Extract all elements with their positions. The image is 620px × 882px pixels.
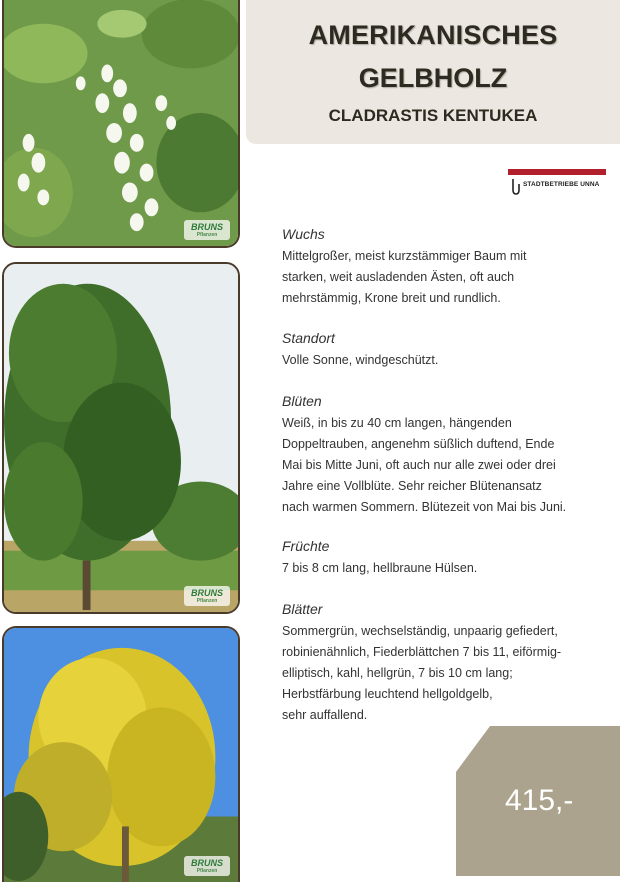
bruns-logo: BRUNS Pflanzen [184, 856, 230, 876]
botanical-name: CLADRASTIS KENTUKEA [328, 106, 538, 125]
section-heading: Früchte [282, 538, 330, 554]
section-body: Mittelgroßer, meist kurzstämmiger Baum mit starken, weit ausladenden Ästen, oft auch mehrstämmig, Krone breit und rundlich. [282, 249, 527, 305]
section-heading: Standort [282, 330, 335, 346]
bruns-logo: BRUNS Pflanzen [184, 586, 230, 606]
title-line-2: GELBHOLZ [358, 63, 508, 93]
section-heading: Wuchs [282, 226, 325, 242]
price: 415,- [505, 784, 574, 817]
title-line-1: AMERIKANISCHES [308, 20, 558, 50]
section-body: Sommergrün, wechselständig, unpaarig gefiedert, robinienähnlich, Fiederblättchen 7 bis 11, eiförmig- elliptisch, kahl, hellgrün, 7 bis 10 cm lang; Herbstfärbung leuchtend hellgoldgelb, sehr auffallend. [282, 624, 562, 722]
section-heading: Blüten [282, 393, 322, 409]
section-body: 7 bis 8 cm lang, hellbraune Hülsen. [282, 561, 478, 575]
section-heading: Blätter [282, 601, 323, 617]
stadtbetriebe-logo-text: STADTBETRIEBE UNNA [523, 181, 600, 188]
section-body: Volle Sonne, windgeschützt. [282, 353, 439, 367]
section-body: Weiß, in bis zu 40 cm langen, hängenden Doppeltrauben, angenehm süßlich duftend, Ende Mai bis Mitte Juni, oft auch nur alle zwei oder drei Jahre eine Vollblüte. Sehr reicher Blütenansatz nach warmen Sommern. Blütezeit von Mai bis Juni. [282, 416, 567, 514]
bruns-logo: BRUNS Pflanzen [184, 220, 230, 240]
